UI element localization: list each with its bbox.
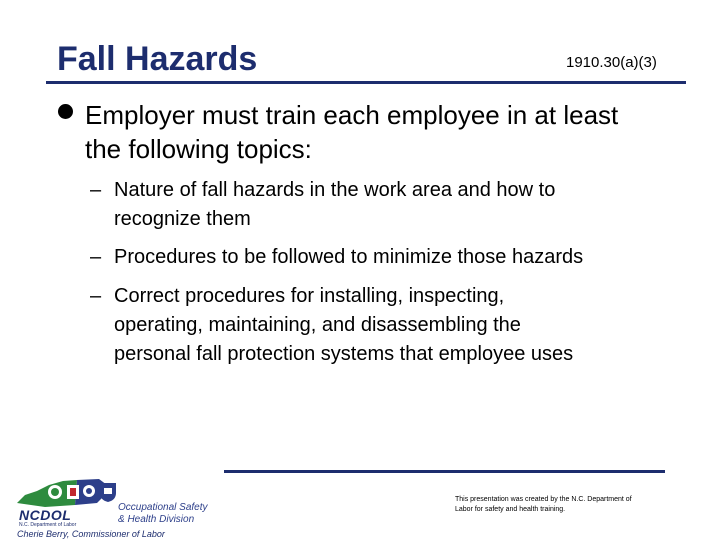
sub-bullet-line: personal fall protection systems that employee uses <box>114 343 574 365</box>
bullet-dot-icon <box>58 104 73 119</box>
main-bullet <box>85 98 685 166</box>
sub-bullet-line: Procedures to be followed to minimize those hazards <box>114 246 584 268</box>
sub-bullet-line: Nature of fall hazards in the work area and how to <box>114 179 556 201</box>
dash-icon: – <box>90 246 102 268</box>
osh-division-line2: & Health Division <box>118 514 195 525</box>
dash-icon: – <box>90 285 102 307</box>
osh-emblem-icon <box>99 481 117 503</box>
slide-title: Fall Hazards <box>57 40 258 78</box>
sub-bullet-line: recognize them <box>114 208 251 230</box>
ncdol-logo <box>15 477 208 539</box>
ncdol-wordmark: NCDOL <box>19 507 72 523</box>
commissioner-signature: Cherie Berry, Commissioner of Labor <box>17 529 165 539</box>
footer-note-line: This presentation was created by the N.C. Department of <box>455 496 632 503</box>
ncdol-dept: N.C. Department of Labor <box>19 522 77 528</box>
sub-bullet-line: Correct procedures for installing, inspecting, <box>114 285 505 307</box>
footer-note <box>455 495 670 515</box>
regulation-reference: 1910.30(a)(3) <box>566 54 657 71</box>
osh-division-line1: Occupational Safety <box>118 502 208 513</box>
title-divider <box>46 81 686 84</box>
dash-icon: – <box>90 179 102 201</box>
footer-note-line: Labor for safety and health training. <box>455 506 566 513</box>
footer-divider <box>224 470 665 473</box>
main-bullet-line: the following topics: <box>85 134 312 164</box>
main-bullet-line: Employer must train each employee in at least <box>85 100 619 130</box>
sub-bullet-line: operating, maintaining, and disassembling the <box>114 314 521 336</box>
